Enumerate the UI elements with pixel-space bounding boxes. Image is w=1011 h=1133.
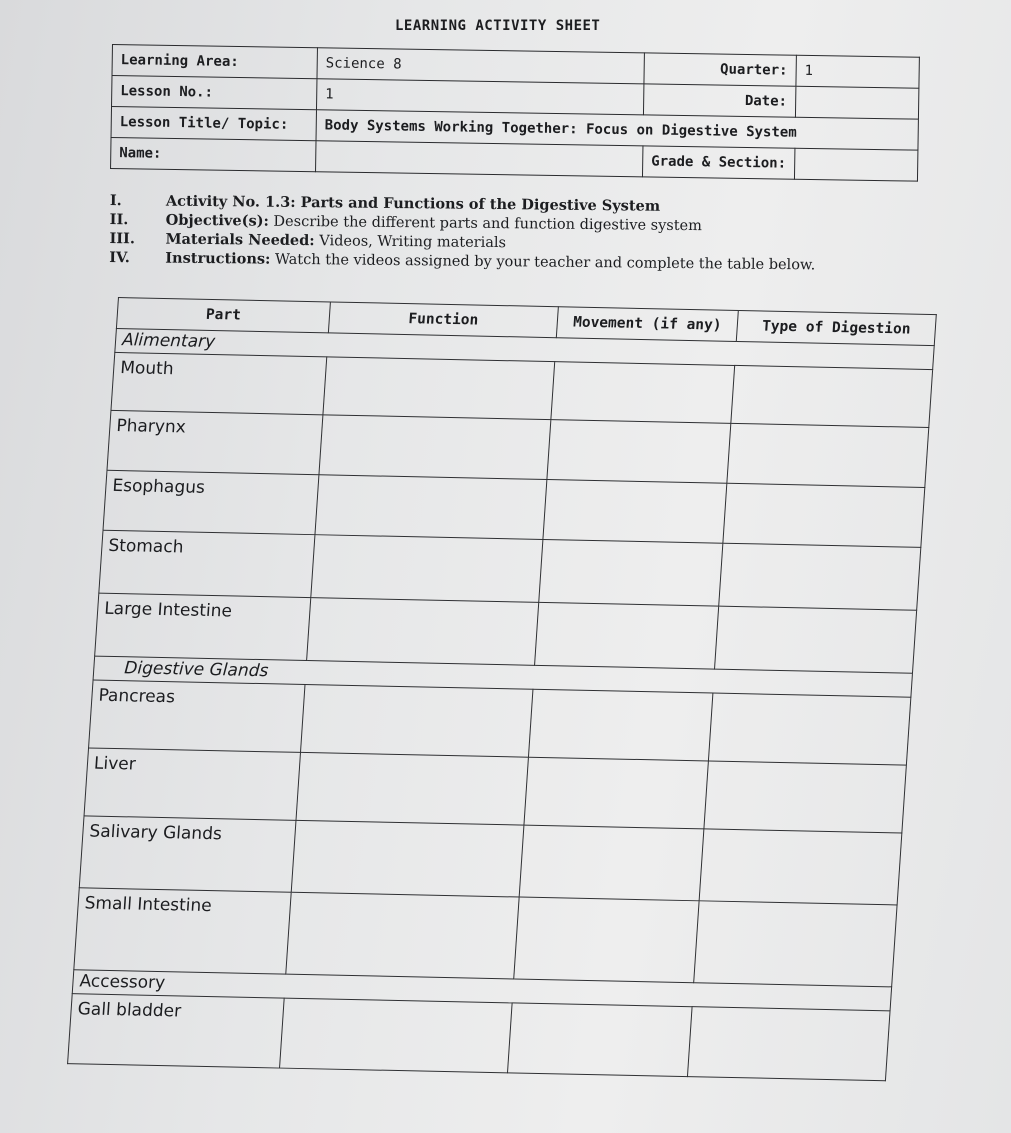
cell-type[interactable] xyxy=(687,1007,890,1081)
date-label: Date: xyxy=(643,84,795,117)
row-label: Pancreas xyxy=(89,680,305,752)
info-table xyxy=(110,44,920,182)
cell-type[interactable] xyxy=(699,829,902,905)
cell-movement[interactable] xyxy=(539,539,723,606)
cell-type[interactable] xyxy=(708,693,910,765)
cell-function[interactable] xyxy=(300,685,532,758)
name-value[interactable] xyxy=(316,141,643,177)
cell-type[interactable] xyxy=(694,901,897,987)
cell-type[interactable] xyxy=(715,606,917,673)
cell-movement[interactable] xyxy=(535,602,719,669)
cell-function[interactable] xyxy=(296,752,528,825)
section-accessory: Accessory xyxy=(72,970,891,1011)
quarter-label: Quarter: xyxy=(644,53,796,86)
header-function: Function xyxy=(328,302,558,338)
learning-area-label: Learning Area: xyxy=(112,45,317,79)
cell-movement[interactable] xyxy=(543,480,727,544)
lesson-no-value: 1 xyxy=(316,79,643,115)
cell-function[interactable] xyxy=(286,892,519,979)
row-label: Esophagus xyxy=(103,470,319,534)
activity-details xyxy=(109,192,910,276)
grade-section-value[interactable] xyxy=(794,148,918,181)
cell-function[interactable] xyxy=(319,415,551,480)
cell-movement[interactable] xyxy=(528,689,712,761)
row-label: Pharynx xyxy=(107,410,323,474)
quarter-value[interactable]: 1 xyxy=(796,55,920,88)
cell-function[interactable] xyxy=(311,535,543,603)
row-label: Mouth xyxy=(111,352,327,414)
cell-function[interactable] xyxy=(280,998,513,1073)
header-part: Part xyxy=(116,298,330,333)
cell-type[interactable] xyxy=(704,761,906,833)
cell-type[interactable] xyxy=(719,543,921,610)
date-value[interactable] xyxy=(795,86,919,119)
cell-function[interactable] xyxy=(307,598,539,666)
header-movement: Movement (if any) xyxy=(556,307,738,342)
lesson-title-label: Lesson Title/ Topic: xyxy=(111,107,316,141)
section-digestive-glands: Digestive Glands xyxy=(93,656,912,697)
row-label: Small Intestine xyxy=(74,888,291,974)
digestive-table xyxy=(67,297,937,1081)
activity-item: I. Activity No. 1.3: Parts and Functions of the Digestive System xyxy=(109,192,661,215)
cell-function[interactable] xyxy=(315,475,547,540)
cell-movement[interactable] xyxy=(524,757,708,829)
sheet-title: LEARNING ACTIVITY SHEET xyxy=(395,18,601,34)
cell-type[interactable] xyxy=(731,365,933,427)
row-label: Liver xyxy=(84,748,300,820)
row-label: Gall bladder xyxy=(68,994,285,1068)
cell-function[interactable] xyxy=(323,357,555,420)
objective-item: II. Objective(s): Describe the different parts and function digestive system xyxy=(109,210,703,235)
cell-function[interactable] xyxy=(291,820,524,897)
cell-type[interactable] xyxy=(723,483,925,547)
cell-movement[interactable] xyxy=(547,420,731,484)
cell-movement[interactable] xyxy=(551,362,735,424)
cell-movement[interactable] xyxy=(519,825,704,901)
header-type: Type of Digestion xyxy=(736,310,936,345)
row-label: Stomach xyxy=(99,530,315,597)
grade-section-label: Grade & Section: xyxy=(642,146,794,179)
lesson-title-value: Body Systems Working Together: Focus on Digestive System xyxy=(316,110,918,150)
cell-movement[interactable] xyxy=(507,1003,692,1077)
row-label: Large Intestine xyxy=(95,593,311,660)
lesson-no-label: Lesson No.: xyxy=(112,76,317,110)
row-label: Salivary Glands xyxy=(79,816,296,892)
cell-movement[interactable] xyxy=(514,897,699,983)
instructions-item: IV. Instructions: Watch the videos assigned by your teacher and complete the table below. xyxy=(109,248,816,274)
name-label: Name: xyxy=(111,137,316,171)
cell-type[interactable] xyxy=(727,423,929,487)
section-alimentary: Alimentary xyxy=(115,328,934,369)
materials-item: III. Materials Needed: Videos, Writing materials xyxy=(109,229,507,252)
learning-area-value: Science 8 xyxy=(317,48,644,84)
